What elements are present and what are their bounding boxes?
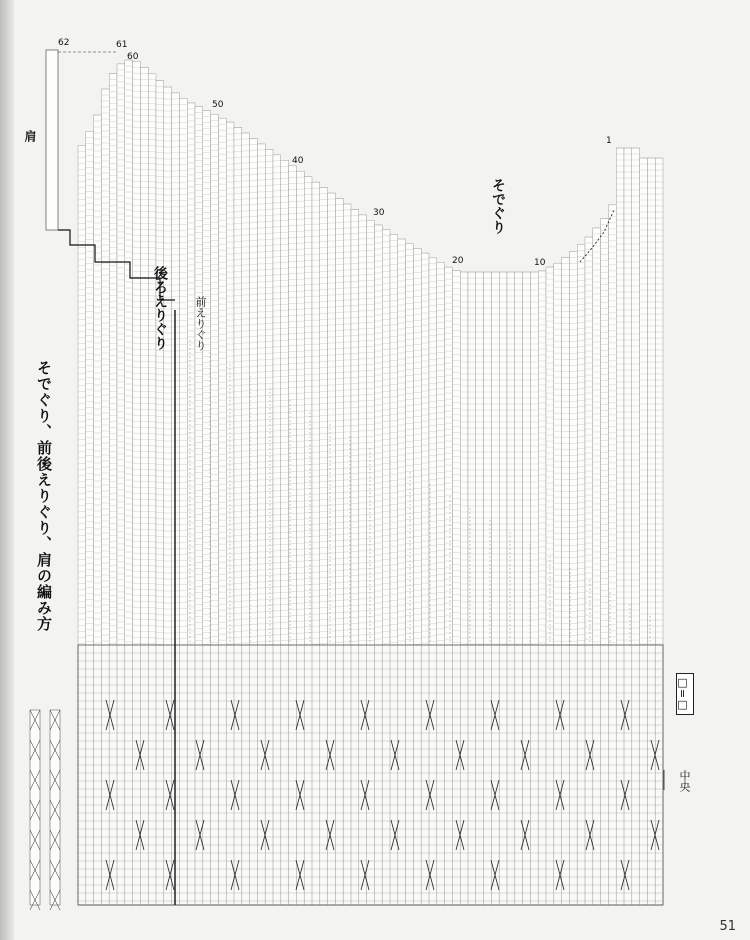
grid-group [46, 50, 664, 905]
row-label-30: 30 [373, 208, 385, 218]
row-label-62: 62 [58, 38, 70, 48]
row-label-61: 61 [116, 40, 128, 50]
row-label-50: 50 [212, 100, 224, 110]
row-label-1: 1 [606, 136, 612, 146]
legend-equation: □=□ [676, 676, 689, 712]
row-label-20: 20 [452, 256, 464, 266]
row-label-60: 60 [127, 52, 139, 62]
side-legend-group [30, 710, 60, 910]
row-label-10: 10 [534, 258, 546, 268]
armhole-label: そでぐり [490, 178, 506, 234]
back-neckline-label: 後ろえりぐり [152, 266, 168, 350]
chart-title: そでぐり、前後えりぐり、肩の編み方 [35, 360, 53, 632]
row-label-40: 40 [292, 156, 304, 166]
shoulder-label: 肩 [23, 130, 37, 142]
front-neckline-label: 前えりぐり [194, 296, 207, 351]
page-number: 51 [719, 919, 736, 934]
center-label: 中央 [678, 770, 691, 792]
